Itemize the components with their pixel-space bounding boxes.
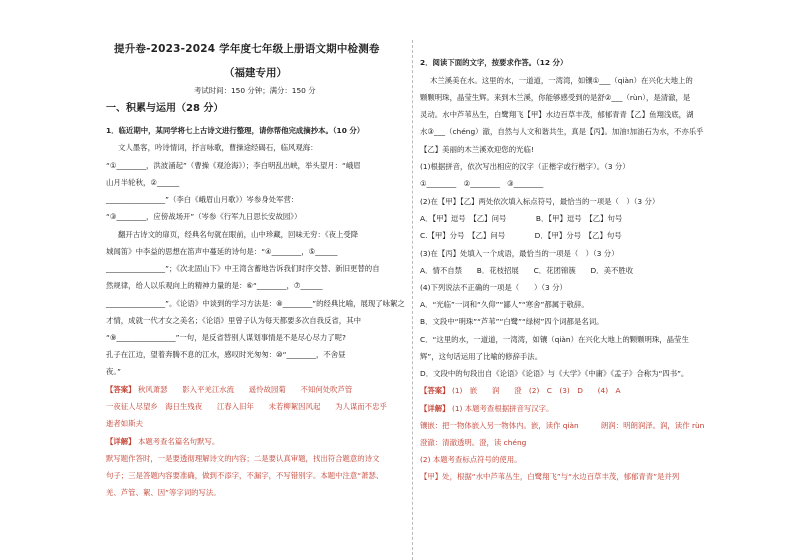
option-line: D．文段中的句段出自《论语》《论语》与《大学》《中庸》《孟子》合称为“四书”。 (420, 369, 689, 378)
text-line: 然规律，给人以乐观向上的精神力量的是：⑥“________，⑦______ (106, 281, 323, 290)
option-line: B．文段中“明珠”“芦苇”“白鹭”“绿树”四个词都是名词。 (420, 317, 604, 326)
text-line: “①________，洪波涌起”（曹操《观沧海》）；李白明乱出峡，举头望月：“峨眉 (106, 161, 361, 170)
detail-line (106, 437, 219, 447)
answer-line (420, 386, 621, 396)
text-line: ________________”（李白《峨眉山月歌》）岑参身处军营： (106, 195, 299, 204)
option-line: A．情不自禁 B．花枝招展 C．花团锦簇 D．美不胜收 (420, 266, 634, 275)
text-line: 才情，成就一代才女之美名；《论语》里曾子认为每天都要多次自我反省，其中 (106, 316, 361, 325)
option-line: 辉”，这句话运用了比喻的修辞手法。 (420, 352, 543, 361)
detail-text: 句子；三是答题内容要准确，做到不添字，不漏字，不写错别字。本题中注意“萧瑟、 (106, 471, 384, 480)
answer-text: 一夜征人尽望乡 海日生残夜 江春入旧年 未若柳絮因风起 为人谋而不忠乎 (106, 402, 387, 411)
option-line: A．【甲】逗号 【乙】问号 B．【甲】逗号 【乙】句号 (420, 214, 623, 223)
text-line: 孔子在江边，望着奔腾不息的江水，感叹时光匆匆：⑩“________，不舍昼 (106, 350, 346, 359)
detail-text: 羌、芦管、絮、因”等字词的写法。 (106, 488, 221, 497)
sub-question: (1)根据拼音，依次写出相应的汉字（正楷字或行楷字）。（3 分） (420, 162, 630, 171)
section-heading: 一、积累与运用（28 分） (106, 103, 224, 114)
text-line: 文人墨客，吟诗情词，抒言咏歌，曹操途经碣石，临风观海： (118, 143, 318, 152)
column-divider (412, 40, 413, 560)
question-2-stem: 2．阅读下面的文字，按要求作答。（12 分） (420, 58, 568, 67)
exam-info: 考试时间：150 分钟；满分：150 分 (194, 86, 316, 95)
option-line: C．“这里的水，一道道，一湾湾，如镶（qiàn）在兴化大地上的颗颗明珠，晶莹生 (420, 335, 689, 344)
answer-label: 【答案】 (106, 385, 136, 394)
detail-label: 【详解】 (420, 404, 450, 413)
detail-text: (1) 本题考查根据拼音写汉字。 (451, 404, 554, 413)
text-line: “⑨________________”一句，是反省替别人谋划事情是不是尽心尽力了呢? (106, 333, 346, 342)
answer-text: 秋风萧瑟 影入平羌江水流 遥怜故园菊 不知何处吹芦管 (137, 385, 353, 394)
sub-question: (3)在【丙】处填入一个成语，最恰当的一项是（ ）（3 分） (420, 249, 619, 258)
sub-question-blanks: ①________ ②________ ③________ (420, 179, 544, 188)
answer-text: (1) 嵌 润 澄 (2) C (3) D (4) A (451, 386, 621, 395)
detail-label: 【详解】 (106, 437, 136, 446)
detail-text: 澄澈：清澈透明。澄，读 chéng (420, 438, 527, 447)
detail-text: (2) 本题考查标点符号的使用。 (420, 455, 522, 464)
detail-text: 本题考查名篇名句默写。 (137, 437, 220, 446)
text-line: ________________”。《论语》中谈到的学习方法是：⑧________”的经典比喻，展现了咏絮之 (106, 299, 405, 308)
question-1-stem: 1．临近期中，某同学将七上古诗文进行整理，请你帮他完成摘抄本。（10 分） (106, 126, 365, 135)
answer-label: 【答案】 (420, 386, 450, 395)
detail-line (420, 404, 553, 414)
detail-text: 默写题作答时，一是要透彻理解诗文的内容；二是要认真审题，找出符合题意的诗文 (106, 454, 380, 463)
text-line: “③________，应傍战场开”（岑参《行军九日思长安故园》） (106, 212, 302, 221)
detail-text: 【甲】处，根据“水中芦苇丛生，白鹭翔飞”与“水边百草丰茂，郁郁青青”是并列 (420, 472, 680, 481)
answer-line (106, 385, 352, 395)
exam-subtitle: （福建专用） (224, 67, 287, 79)
option-line: C.【甲】分号 【乙】问号 D．【甲】分号 【乙】句号 (420, 231, 622, 240)
answer-text: 逝者如斯夫 (106, 419, 143, 428)
text-line: 城闻笛》中李益的思想在笛声中蔓延的诗句是：“④________，⑤______ (106, 247, 338, 256)
sub-question: (4)下列说法不正确的一项是（ ）（3 分） (420, 283, 567, 292)
sub-question: (2)在【甲】【乙】两处依次填入标点符号，最恰当的一项是（ ）（3 分） (420, 197, 660, 206)
text-line: 夜。” (106, 367, 121, 376)
text-line: 灵动。水中芦苇丛生，白鹭翔飞【甲】水边百草丰茂，郁郁青青【乙】鱼翔浅底，湖 (420, 110, 694, 119)
detail-text: 镶嵌：把一物体嵌入另一物体内。嵌，读作 qiàn 朗润：明朗润泽。润，读作 rùn (420, 421, 705, 430)
text-line: 翻开古诗文的扉页，经典名句就在眼前，山中珍藏，回味无穷：《夜上受降 (118, 230, 359, 239)
exam-title: 提升卷-2023-2024 学年度七年级上册语文期中检测卷 (114, 43, 380, 55)
text-line: 山月半轮秋，②______ (106, 178, 180, 187)
text-line: 水③___（chéng）澈，自然与人文和谐共生，真是【丙】。加油!加油石为水，不亦乐乎 (420, 127, 704, 136)
text-line: ________________”；《次北固山下》中王湾含蓄地告诉我们时序交替、新旧更替的自 (106, 264, 380, 273)
option-line: A．“光临”一词和“久仰”“鄙人”“寒舍”都属于敬辞。 (420, 300, 589, 309)
text-line: 【乙】美丽的木兰溪欢迎您的光临! (420, 145, 534, 154)
text-line: 颗颗明珠，晶莹生辉。来到木兰溪，你能够感受到的是舒②___（rùn），是清澈，是 (420, 93, 691, 102)
text-line: 木兰溪美在水。这里的水，一道道，一湾湾，如镶①___（qiàn）在兴化大地上的 (430, 76, 693, 85)
